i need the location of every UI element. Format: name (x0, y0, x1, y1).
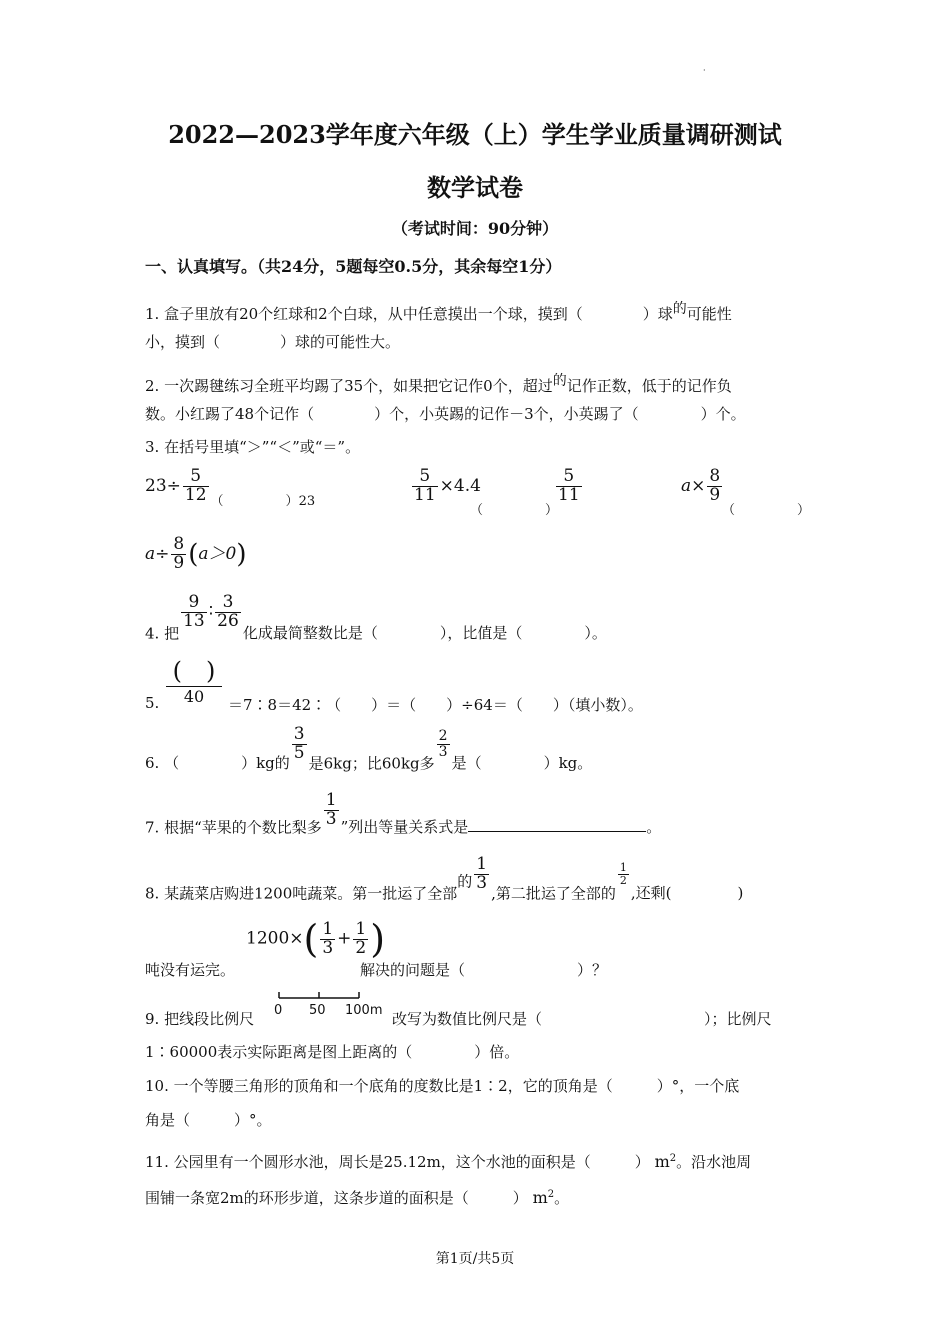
question-9-lead: 9. 把线段比例尺 (145, 1010, 255, 1028)
q3-expression-3-paren: （ ） (722, 503, 811, 518)
question-6: 6. （ ）kg的 $\frac{3}{5}$ 是6kg；比60kg多 $\frac{2}{3}$ 是（ ）kg。 (145, 724, 593, 773)
question-9-line1: 改写为数值比例尺是（ ）；比例尺 (392, 1010, 772, 1028)
section-heading: 一、认真填写。（共24分，5题每空0.5分，其余每空1分） (145, 257, 562, 276)
page-title: 2022—2023学年度六年级（上）学生学业质量调研测试 (168, 120, 782, 149)
header-mark: · (703, 66, 706, 75)
q3-expression-1: 23÷ $\frac{5}{12}$ $_{( )23}$ (145, 466, 316, 509)
question-11-line1: 11. 公园里有一个圆形水池，周长是25.12m，这个水池的面积是（ ） $m^2$。沿水池周 (145, 1152, 752, 1171)
q3-expression-2-paren: （ ） (470, 503, 559, 518)
scale-bar-label-100: 100m (345, 1003, 383, 1018)
question-5-lead: 5. (145, 694, 160, 712)
scale-bar-label-50: 50 (309, 1003, 326, 1018)
question-8-line2-a: 吨没有运完。 (145, 961, 236, 979)
page-number: 第1页/共5页 (435, 1251, 515, 1267)
question-10-line1: 10. 一个等腰三角形的顶角和一个底角的度数比是1∶2，它的顶角是（ ）°，一个底 (145, 1077, 740, 1095)
question-8-line2-b: 解决的问题是（ ）？ (360, 961, 608, 979)
q5-fraction: ( ) 40 (166, 656, 222, 706)
question-5-text: ＝7∶8＝42∶（ ）＝（ ）÷64＝（ ）（填小数）。 (228, 696, 643, 714)
question-2-line1: 2. 一次踢毽练习全班平均踢了35个，如果把它记作0个，超过$^的$记作正数，低于的记作负 (145, 373, 732, 395)
scale-bar-label-0: 0 (274, 1003, 283, 1018)
question-8-line1: 8. 某蔬菜店购进1200吨蔬菜。第一批运了全部的 $\frac{1}{3}$ ,第二批运了全部的 $\frac{1}{2}$ ,还剩( ) (145, 854, 744, 903)
page-subtitle: 数学试卷 (427, 173, 523, 202)
question-9-line2: 1∶60000表示实际距离是图上距离的（ ）倍。 (145, 1043, 520, 1061)
q8-expression: 1200×( $\frac{1}{3}$ + $\frac{1}{2}$ ) (246, 917, 386, 961)
question-10-line2: 角是（ ）°。 (145, 1111, 272, 1129)
q3-expression-4: a÷ $\frac{8}{9}$ (a＞0) (145, 534, 247, 573)
q3-expression-3: a× $\frac{8}{9}$ (681, 466, 721, 505)
q7-answer-line[interactable] (468, 817, 646, 832)
question-4: 4. 把 $\frac{9}{13}$ ∶ $\frac{3}{26}$ 化成最简整数比是（ ），比值是（ ）。 (145, 592, 607, 643)
q3-expression-2: $\frac{5}{11}$ ×4.4 (414, 466, 481, 505)
question-1-line2: 小，摸到（ ）球的可能性大。 (145, 333, 401, 351)
question-2-line2: 数。小红踢了48个记作（ ）个，小英踢的记作－3个，小英踢了（ ）个。 (145, 405, 746, 423)
exam-time: （考试时间：90分钟） (391, 219, 559, 238)
question-1-line1: 1. 盒子里放有20个红球和2个白球，从中任意摸出一个球，摸到（ ）球$^的$可能性 (145, 301, 732, 323)
q3-expression-2-right: $\frac{5}{11}$ (558, 466, 580, 505)
question-11-line2: 围铺一条宽2m的环形步道，这条步道的面积是（ ） $m^2$。 (145, 1188, 570, 1207)
question-7: 7. 根据“苹果的个数比梨多 $\frac{1}{3}$ ”列出等量关系式是 。 (145, 790, 662, 837)
question-3-stem: 3. 在括号里填“＞”“＜”或“＝”。 (145, 438, 361, 456)
